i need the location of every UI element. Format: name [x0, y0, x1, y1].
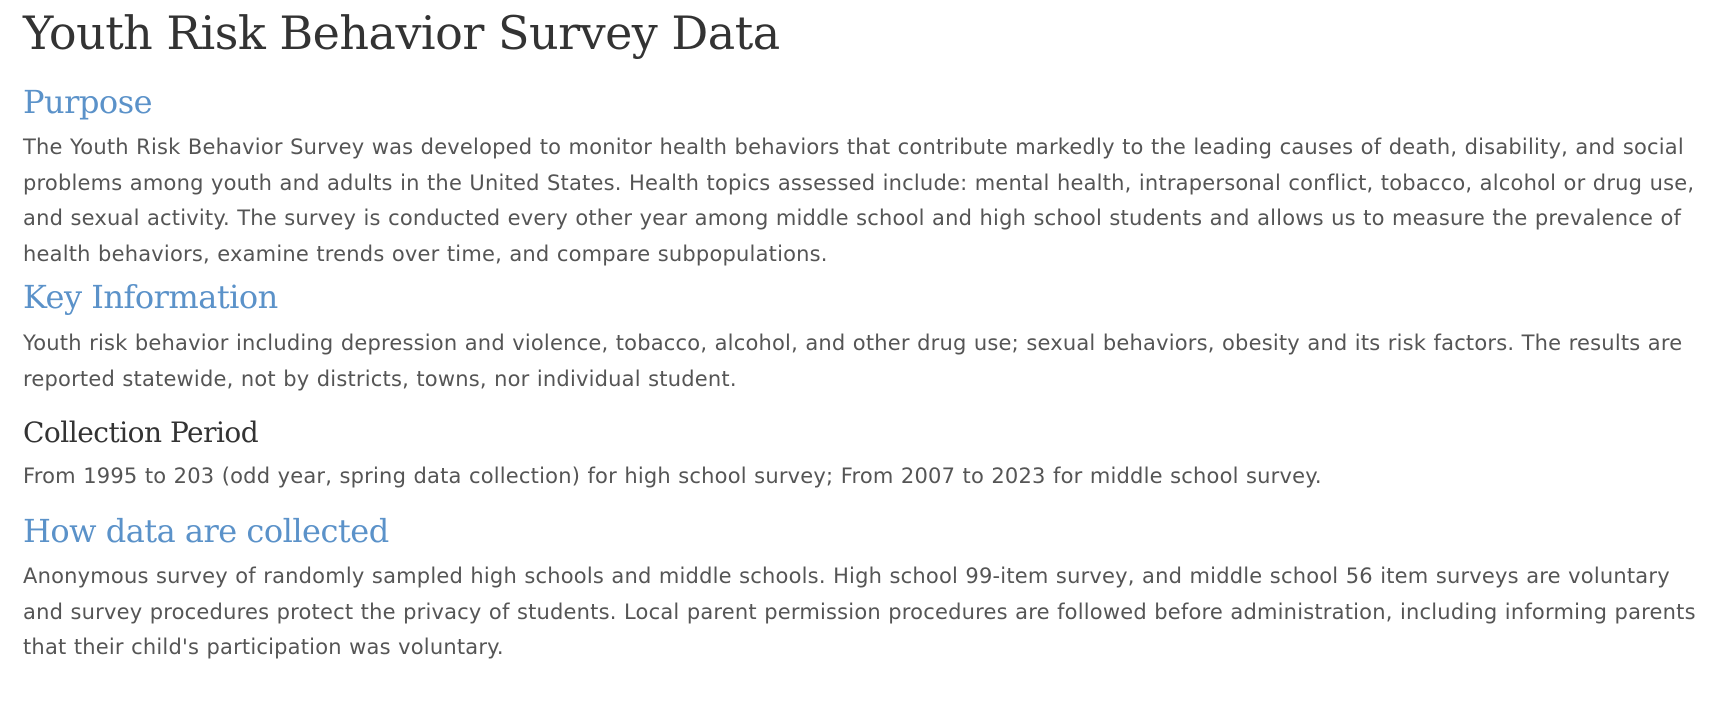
- purpose-text: The Youth Risk Behavior Survey was developed to monitor health behaviors that contribute markedly to the leading causes of death, disability, and social problems among youth and adults in the United States. Health topics assessed include: mental health, intrapersonal conflict, tobacco, alcohol or drug use, and sexual activity. The survey is conducted every other year among middle school and high school students and allows us to measure the prevalence of health behaviors, examine trends over time, and compare subpopulations.: [23, 135, 1695, 266]
- how-collected-text: Anonymous survey of randomly sampled high schools and middle schools. High school 99-item survey, and middle school 56 item surveys are voluntary and survey procedures protect the privacy of students. Local parent permission procedures are followed before administration, including informing parents that their child's participation was voluntary.: [23, 564, 1696, 659]
- collection-period-text: From 1995 to 203 (odd year, spring data collection) for high school survey; From 2007 to 2023 for middle school survey.: [23, 464, 1322, 488]
- key-information-text: Youth risk behavior including depression and violence, tobacco, alcohol, and other drug use; sexual behaviors, obesity and its risk factors. The results are reported statewide, not by districts, towns, nor individual student.: [23, 331, 1683, 391]
- purpose-heading: Purpose: [23, 83, 153, 121]
- key-information-heading: Key Information: [23, 278, 278, 316]
- collection-period-heading: Collection Period: [23, 416, 259, 449]
- how-collected-heading: How data are collected: [23, 512, 389, 550]
- page-title: Youth Risk Behavior Survey Data: [23, 6, 780, 60]
